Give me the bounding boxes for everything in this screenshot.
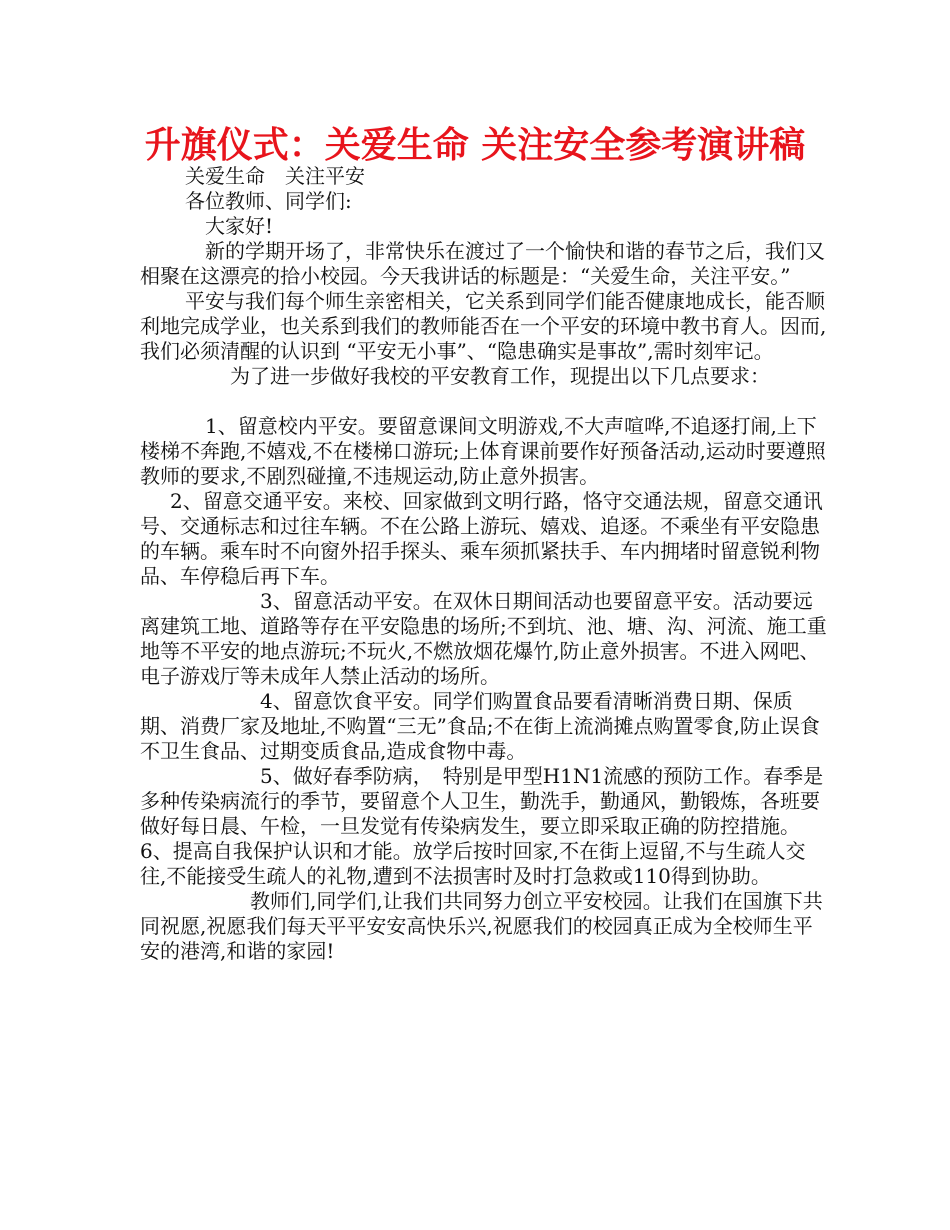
blank-line [140,389,830,414]
salutation-line: 大家好! [205,214,274,238]
item-food-safety: 4、留意饮食平安。同学们购置食品要看清晰消费日期、保质期、消费厂家及地址,不购置“三无”食品;不在街上流淌摊点购置零食,防止误食不卫生食品、过期变质食品,造成食物中毒。 [140,689,820,763]
item-traffic-safety: 2、留意交通平安。来校、回家做到文明行路，恪守交通法规，留意交通讯号、交通标志和过往车辆。不在公路上游玩、嬉戏、追逐。不乘坐有平安隐患的车辆。乘车时不向窗外招手探头、乘车须抓紧扶手、车内拥堵时留意锐利物品、车停稳后再下车。 [140,489,823,588]
greeting-line: 各位教师、同学们: [185,189,352,213]
document-body [140,164,830,964]
paragraph-intro: 新的学期开场了，非常快乐在渡过了一个愉快和谐的春节之后，我们又相聚在这漂亮的拾小校园。今天我讲话的标题是：“关爱生命，关注平安。” [140,239,825,288]
item-activity-safety: 3、留意活动平安。在双休日期间活动也要留意平安。活动要远离建筑工地、道路等存在平安隐患的场所;不到坑、池、塘、沟、河流、施工重地等不平安的地点游玩;不玩火,不燃放烟花爆竹,防止意外损害。不进入网吧、电子游戏厅等未成年人禁止活动的场所。 [140,589,827,688]
paragraph-safety: 平安与我们每个师生亲密相关，它关系到同学们能否健康地成长，能否顺利地完成学业，也关系到我们的教师能否在一个平安的环境中教书育人。因而,我们必须清醒的认识到 “平安无小事”、“隐患确实是事故”,需时刻牢记。 [140,289,827,363]
document-title: 升旗仪式：关爱生命 关注安全参考演讲稿 [144,125,806,166]
paragraph-requirements: 为了进一步做好我校的平安教育工作，现提出以下几点要求： [230,364,770,388]
subtitle-line: 关爱生命 关注平安 [185,164,365,188]
paragraph-closing: 教师们,同学们,让我们共同努力创立平安校园。让我们在国旗下共同祝愿,祝愿我们每天平平安安高快乐兴,祝愿我们的校园真正成为全校师生平安的港湾,和谐的家园! [140,889,823,963]
item-campus-safety: 1、留意校内平安。要留意课间文明游戏,不大声喧哗,不追逐打闹,上下楼梯不奔跑,不嬉戏,不在楼梯口游玩;上体育课前要作好预备活动,运动时要遵照教师的要求,不剧烈碰撞,不违规运动,防止意外损害。 [140,414,826,488]
item-disease-prevention: 5、做好春季防病， 特别是甲型H1N1流感的预防工作。春季是多种传染病流行的季节，要留意个人卫生，勤洗手，勤通风，勤锻炼，各班要做好每日晨、午检，一旦发觉有传染病发生，要立即采取正确的防控措施。 6、提高自我保护认识和才能。放学后按时回家,不在街上逗留,不与生疏人交往,不能接受生疏人的礼物,遭到不法损害时及时打急救或110得到协助。 [140,764,830,888]
